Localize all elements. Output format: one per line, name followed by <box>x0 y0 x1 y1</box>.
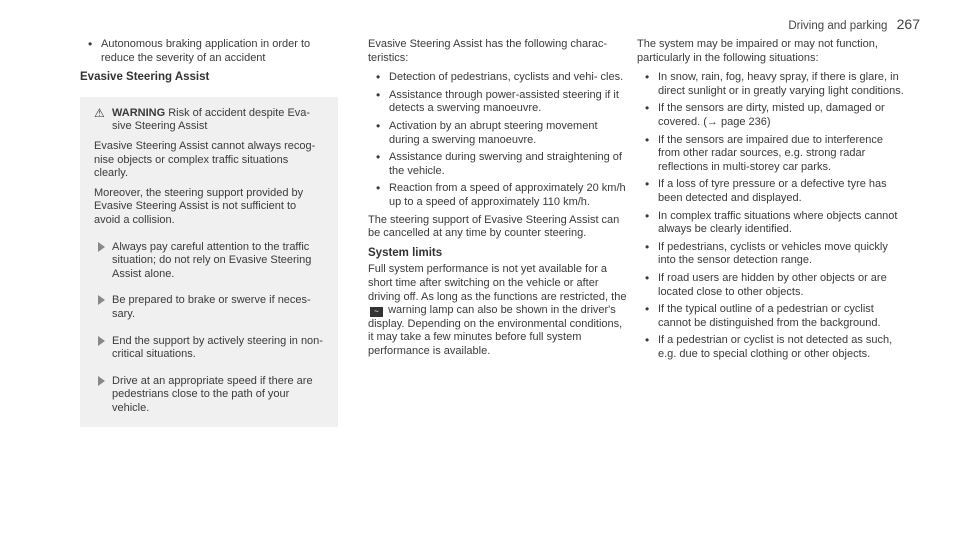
list-item: • If a pedestrian or cyclist is not detected as such, e.g. due to special clothing or other objects. <box>637 334 905 361</box>
intro-paragraph: The system may be impaired or may not function, particularly in the following situations: <box>637 38 878 64</box>
arrow-right-icon <box>98 295 105 305</box>
list-item: • In complex traffic situations where objects cannot always be clearly identified. <box>637 210 905 237</box>
section-heading: Evasive Steering Assist <box>80 71 210 84</box>
warning-box <box>80 97 338 428</box>
list-item[interactable]: • If the sensors are dirty, misted up, damaged or covered. (→ page 236) <box>637 102 905 129</box>
column-left <box>80 38 340 427</box>
list-item: • Assistance through power-assisted steering if it detects a swerving manoeuvre. <box>368 89 628 116</box>
list-item: • Assistance during swerving and straightening of the vehicle. <box>368 151 628 178</box>
warning-title <box>94 107 324 134</box>
list-item: • If a loss of tyre pressure or a defective tyre has been detected and displayed. <box>637 178 905 205</box>
list-item: • Reaction from a speed of approximately 20 km/h up to a speed of approximately 110 km/h. <box>368 182 628 209</box>
action-step: Drive at an appropriate speed if there are pedestrians close to the path of your vehicle. <box>94 375 324 416</box>
cancel-paragraph: The steering support of Evasive Steering Assist can be cancelled at any time by counter steering. <box>368 213 620 240</box>
list-item: • If the sensors are impaired due to interference from other radar sources, e.g. strong radar reflections in multi-storey car parks. <box>637 134 905 175</box>
arrow-right-icon <box>98 376 105 386</box>
list-item: • If the typical outline of a pedestrian or cyclist cannot be distinguished from the background. <box>637 303 905 330</box>
section-title: Driving and parking <box>788 20 888 32</box>
page-number: 267 <box>896 16 920 32</box>
column-right <box>637 38 905 365</box>
list-item: • Activation by an abrupt steering movement during a swerving manoeuvre. <box>368 120 628 147</box>
list-item: • If pedestrians, cyclists or vehicles move quickly into the sensor detection range. <box>637 241 905 268</box>
warning-paragraph: Moreover, the steering support provided by Evasive Steering Assist is not sufficient to avoid a collision. <box>94 186 304 226</box>
list-item: • Autonomous braking application in order to reduce the severity of an accident <box>80 38 340 65</box>
limits-paragraph: Full system performance is not yet available for a short time after switching on the vehicle or after driving off. As long as the functions are restricted, the ~ warning lamp can also be shown in the driver's display. Depending on the environmental conditions, it may take a few minutes before full system performance is available. <box>368 263 627 357</box>
column-middle <box>368 38 628 358</box>
arrow-right-icon <box>98 336 105 346</box>
arrow-right-icon <box>98 242 105 252</box>
section-heading: System limits <box>368 246 443 259</box>
warning-keyword: WARNING <box>112 106 166 119</box>
intro-paragraph: Evasive Steering Assist has the following charac- teristics: <box>368 38 608 64</box>
action-step: End the support by actively steering in non-critical situations. <box>94 335 324 362</box>
list-item: • If road users are hidden by other objects or are located close to other objects. <box>637 272 905 299</box>
list-item: • In snow, rain, fog, heavy spray, if there is glare, in direct sunlight or in greatly varying light conditions. <box>637 71 905 98</box>
action-step: Always pay careful attention to the traffic situation; do not rely on Evasive Steering Assist alone. <box>94 241 324 282</box>
warning-title-text: Risk of accident despite Eva- sive Steering Assist <box>112 106 311 133</box>
action-step: Be prepared to brake or swerve if neces- sary. <box>94 294 324 321</box>
warning-paragraph: Evasive Steering Assist cannot always recog- nise objects or complex traffic situations clearly. <box>94 139 316 180</box>
steering-warning-lamp-icon: ~ <box>370 307 383 317</box>
page-header <box>788 16 920 32</box>
warning-triangle-icon: ⚠ <box>94 105 105 120</box>
list-item: • Detection of pedestrians, cyclists and vehi- cles. <box>368 71 628 85</box>
